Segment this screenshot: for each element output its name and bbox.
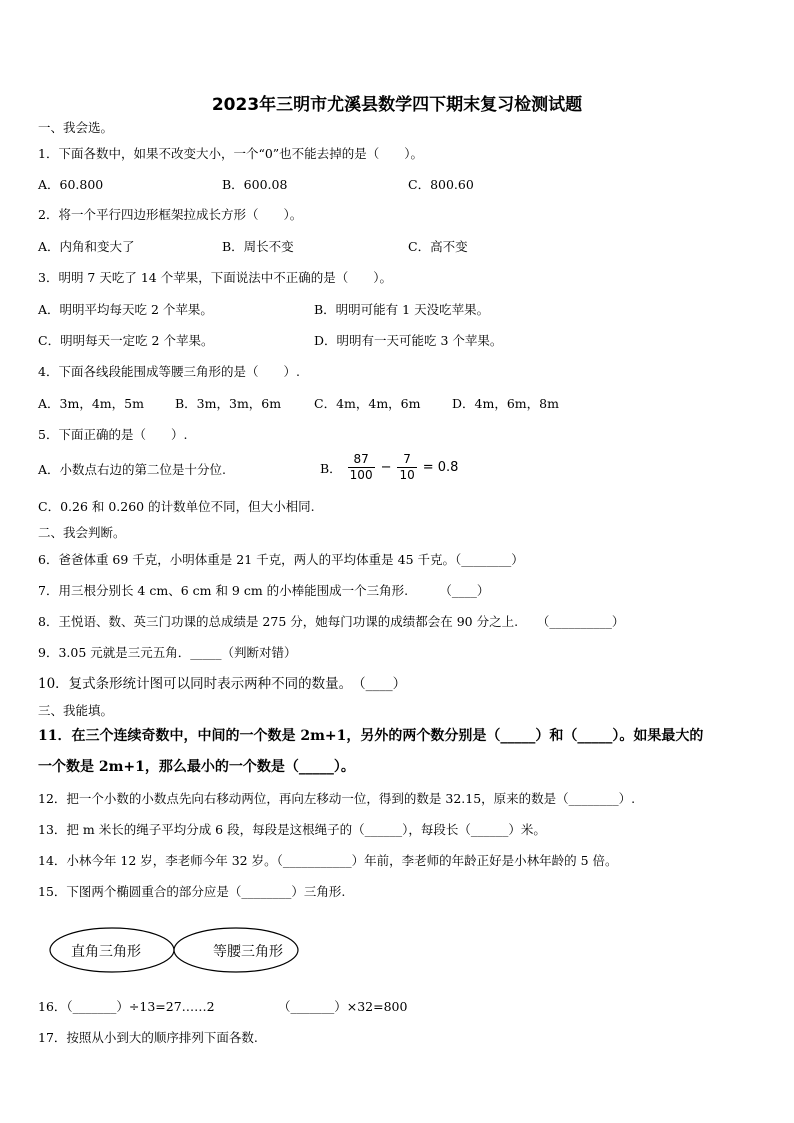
venn-diagram: [48, 924, 308, 976]
q4-option-c: C．4m，4m，6m: [314, 396, 421, 411]
q3-option-a: A．明明平均每天吃 2 个苹果。: [38, 302, 213, 317]
q5-option-b-label: B．: [320, 460, 342, 476]
question-3: 3．明明 7 天吃了 14 个苹果，下面说法中不正确的是（ ）。: [38, 270, 392, 285]
right-ellipse-label: 等腰三角形: [213, 944, 283, 960]
question-16-part-b: （_______）×32=800: [278, 999, 408, 1014]
fraction-denominator: 100: [349, 468, 373, 482]
minus-sign: −: [380, 460, 392, 475]
question-17: 17．按照从小到大的顺序排列下面各数.: [38, 1030, 258, 1045]
equation-result: = 0.8: [422, 460, 459, 475]
q1-option-c: C．800.60: [408, 177, 474, 192]
question-5: 5．下面正确的是（ ）.: [38, 427, 188, 442]
fraction-87-100: [348, 452, 375, 483]
question-16-part-a: 16．（_______）÷13=27……2: [38, 999, 215, 1014]
question-7: 7．用三根分别长 4 cm、6 cm 和 9 cm 的小棒能围成一个三角形. （____）: [38, 583, 490, 598]
q4-option-a: A．3m，4m，5m: [38, 396, 144, 411]
fraction-numerator: 7: [397, 452, 416, 468]
q3-option-b: B．明明可能有 1 天没吃苹果。: [314, 302, 490, 317]
q1-option-a: A．60.800: [38, 177, 104, 192]
question-12: 12．把一个小数的小数点先向右移动两位，再向左移动一位，得到的数是 32.15，原来的数是（________）.: [38, 791, 636, 806]
fraction-denominator: 10: [399, 468, 415, 482]
question-15: 15．下图两个椭圆重合的部分应是（________）三角形.: [38, 884, 346, 899]
question-10: 10．复式条形统计图可以同时表示两种不同的数量。 （____）: [38, 676, 407, 692]
fraction-numerator: 87: [348, 452, 375, 468]
q2-option-a: A．内角和变大了: [38, 239, 135, 254]
question-6: 6．爸爸体重 69 千克，小明体重是 21 千克，两人的平均体重是 45 千克。（________）: [38, 552, 524, 567]
fraction-7-10: [397, 452, 416, 483]
section-heading-choice: 一、我会选。: [38, 120, 114, 135]
q5-option-c: C．0.26 和 0.260 的计数单位不同，但大小相同.: [38, 499, 315, 514]
q5-option-b: [318, 452, 460, 483]
q2-option-c: C．高不变: [408, 239, 468, 254]
question-8: 8．王悦语、数、英三门功课的总成绩是 275 分，她每门功课的成绩都会在 90 分之上. （__________）: [38, 614, 625, 629]
q4-option-d: D．4m，6m，8m: [452, 396, 559, 411]
q2-option-b: B．周长不变: [222, 239, 294, 254]
question-4: 4．下面各线段能围成等腰三角形的是（ ）.: [38, 364, 300, 379]
question-9: 9．3.05 元就是三元五角．_____（判断对错）: [38, 645, 297, 660]
question-2: 2．将一个平行四边形框架拉成长方形（ ）。: [38, 207, 303, 222]
page-title: 2023年三明市尤溪县数学四下期末复习检测试题: [211, 95, 583, 115]
section-heading-judge: 二、我会判断。: [38, 525, 126, 540]
q4-option-b: B．3m，3m，6m: [175, 396, 282, 411]
q1-option-b: B．600.08: [222, 177, 288, 192]
left-ellipse-label: 直角三角形: [71, 944, 141, 960]
question-13: 13．把 m 米长的绳子平均分成 6 段，每段是这根绳子的（______），每段长（______）米。: [38, 822, 546, 837]
q5-option-a: A．小数点右边的第二位是十分位.: [38, 462, 227, 477]
question-11-line-2: 一个数是 2m+1，那么最小的一个数是（_____）。: [38, 759, 355, 775]
question-1: 1．下面各数中，如果不改变大小，一个“0”也不能去掉的是（ ）。: [38, 146, 423, 161]
q3-option-c: C．明明每天一定吃 2 个苹果。: [38, 333, 214, 348]
section-heading-fill: 三、我能填。: [38, 703, 114, 718]
q3-option-d: D．明明有一天可能吃 3 个苹果。: [314, 333, 503, 348]
question-11-line-1: 11．在三个连续奇数中，中间的一个数是 2m+1，另外的两个数分别是（_____）和（_____）。如果最大的: [38, 728, 704, 744]
question-14: 14．小林今年 12 岁，李老师今年 32 岁。（___________）年前，李老师的年龄正好是小林年龄的 5 倍。: [38, 853, 618, 868]
